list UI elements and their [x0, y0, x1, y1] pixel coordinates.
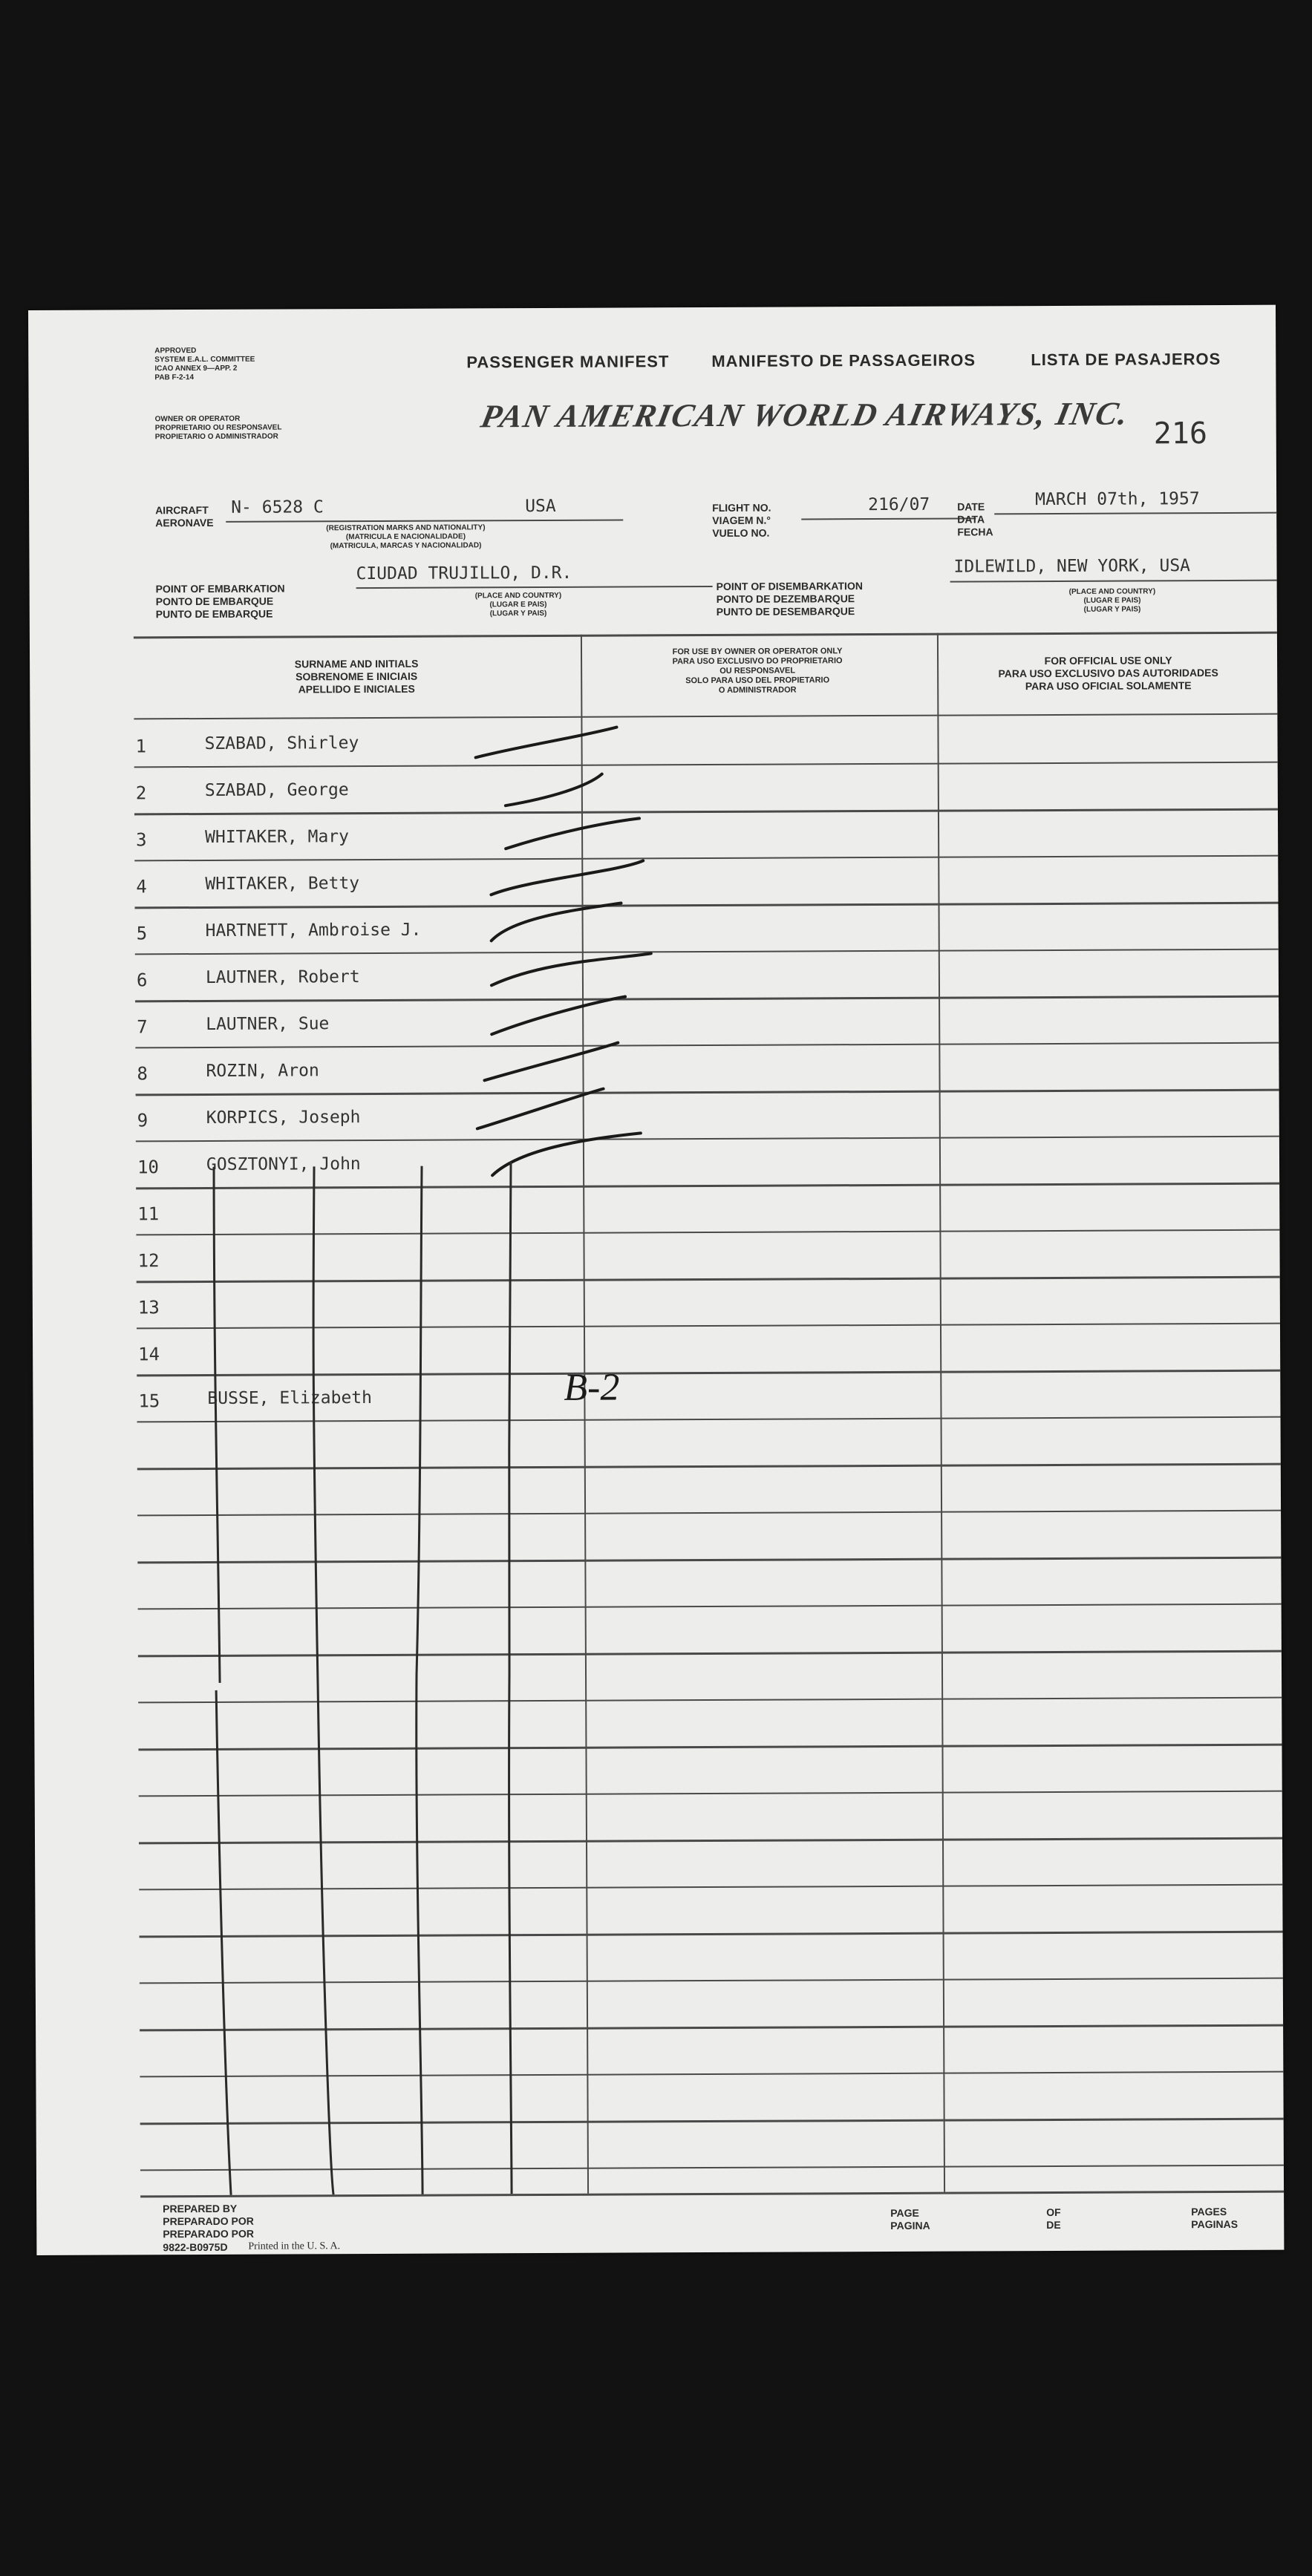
pencil-column-line	[506, 1162, 515, 2194]
title-portuguese: MANIFESTO DE PASSAGEIROS	[711, 350, 976, 370]
handwritten-check-marks	[28, 305, 1284, 2255]
check-mark	[475, 728, 616, 758]
embarkation-caption: (PLACE AND COUNTRY) (LUGAR E PAIS) (LUGAR Y PAIS)	[474, 591, 562, 618]
row-number: 10	[137, 1157, 160, 1178]
title-english: PASSENGER MANIFEST	[466, 352, 670, 372]
printed-in-usa: Printed in the U. S. A.	[248, 2240, 341, 2252]
aircraft-nationality: USA	[525, 496, 556, 517]
row-number: 6	[136, 970, 148, 991]
column-header-official-use: FOR OFFICIAL USE ONLY PARA USO EXCLUSIVO DAS AUTORIDADES PARA USO OFICIAL SOLAMENTE	[998, 654, 1218, 693]
check-mark	[491, 903, 621, 941]
passenger-name: WHITAKER, Mary	[205, 827, 350, 847]
check-mark	[491, 860, 643, 895]
airline-name: PAN AMERICAN WORLD AIRWAYS, INC.	[477, 395, 1133, 435]
row-number: 7	[137, 1016, 148, 1038]
row-number: 9	[137, 1110, 149, 1131]
aircraft-label: AIRCRAFT AERONAVE	[155, 503, 214, 529]
of-label: OF DE	[1046, 2206, 1061, 2232]
print-code: 9822-B0975D	[163, 2240, 228, 2254]
passenger-name: SZABAD, Shirley	[204, 733, 359, 753]
title-spanish: LISTA DE PASAJEROS	[1031, 349, 1221, 370]
disembarkation-point: IDLEWILD, NEW YORK, USA	[953, 556, 1191, 577]
row-number: 4	[136, 876, 147, 898]
passenger-name: BUSSE, Elizabeth	[207, 1387, 373, 1408]
passenger-name: HARTNETT, Ambroise J.	[205, 920, 422, 941]
check-mark	[506, 818, 639, 849]
embarkation-point: CIUDAD TRUJILLO, D.R.	[356, 563, 572, 584]
row-number: 1	[135, 736, 147, 757]
column-header-surname: SURNAME AND INITIALS SOBRENOME E INICIAIS APELLIDO E INICIALES	[294, 657, 419, 696]
row-number: 13	[137, 1297, 160, 1318]
passenger-name: ROZIN, Aron	[206, 1061, 319, 1081]
check-mark	[492, 997, 625, 1035]
disembarkation-label: POINT OF DISEMBARKATION PONTO DE DEZEMBARQUE PUNTO DE DESEMBARQUE	[716, 580, 863, 618]
pencil-column-line	[216, 1690, 231, 2195]
passenger-name: LAUTNER, Robert	[205, 967, 360, 987]
check-mark	[492, 953, 651, 985]
handwritten-annotation: B-2	[564, 1366, 620, 1409]
flight-number: 216/07	[868, 494, 930, 515]
passenger-name: LAUTNER, Sue	[206, 1014, 330, 1034]
passenger-name: KORPICS, Joseph	[206, 1108, 361, 1128]
column-header-owner-use: FOR USE BY OWNER OR OPERATOR ONLY PARA USO EXCLUSIVO DO PROPRIETARIO OU RESPONSAVEL SOLO PARA USO DEL PROPIETARIO O ADMINISTRADOR	[672, 647, 843, 695]
flight-label: FLIGHT NO. VIAGEM N.° VUELO NO.	[712, 501, 771, 539]
embarkation-label: POINT OF EMBARKATION PONTO DE EMBARQUE PUNTO DE EMBARQUE	[155, 582, 285, 621]
pencil-column-line	[313, 1166, 333, 2194]
check-mark	[492, 1133, 641, 1175]
check-mark	[484, 1043, 618, 1081]
manifest-sheet	[28, 305, 1284, 2255]
row-number: 11	[137, 1203, 160, 1225]
passenger-name: GOSZTONYI, John	[206, 1154, 361, 1174]
row-number: 5	[136, 923, 148, 944]
passenger-name: WHITAKER, Betty	[205, 874, 360, 894]
date-label: DATE DATA FECHA	[957, 500, 993, 538]
passenger-name: SZABAD, George	[204, 780, 349, 800]
row-number: 3	[136, 829, 147, 851]
pencil-column-line	[414, 1166, 426, 2194]
page-label: PAGE PAGINA	[890, 2206, 930, 2232]
flight-date: MARCH 07th, 1957	[1035, 489, 1200, 510]
registration-caption: (REGISTRATION MARKS AND NATIONALITY) (MATRICULA E NACIONALIDADE) (MATRICULA, MARCAS Y NACIONALIDAD)	[326, 523, 486, 551]
disembarkation-caption: (PLACE AND COUNTRY) (LUGAR E PAIS) (LUGAR Y PAIS)	[1068, 587, 1156, 614]
row-number: 12	[137, 1250, 160, 1272]
check-mark	[506, 774, 602, 806]
row-number: 15	[138, 1390, 160, 1412]
row-number: 14	[138, 1344, 160, 1365]
check-mark	[477, 1089, 604, 1129]
sheet-number: 216	[1153, 416, 1208, 451]
pencil-column-line	[214, 1167, 220, 1683]
owner-label: OWNER OR OPERATOR PROPRIETARIO OU RESPONSAVEL PROPIETARIO O ADMINISTRADOR	[154, 414, 282, 442]
row-number: 8	[137, 1063, 149, 1085]
row-number: 2	[135, 782, 147, 804]
pages-label: PAGES PAGINAS	[1191, 2205, 1238, 2231]
aircraft-registration: N- 6528 C	[231, 497, 324, 517]
approval-note: APPROVED SYSTEM E.A.L. COMMITTEE ICAO ANNEX 9—APP. 2 PAB F-2-14	[154, 347, 255, 382]
prepared-by-label: PREPARED BY PREPARADO POR PREPARADO POR	[163, 2202, 254, 2240]
